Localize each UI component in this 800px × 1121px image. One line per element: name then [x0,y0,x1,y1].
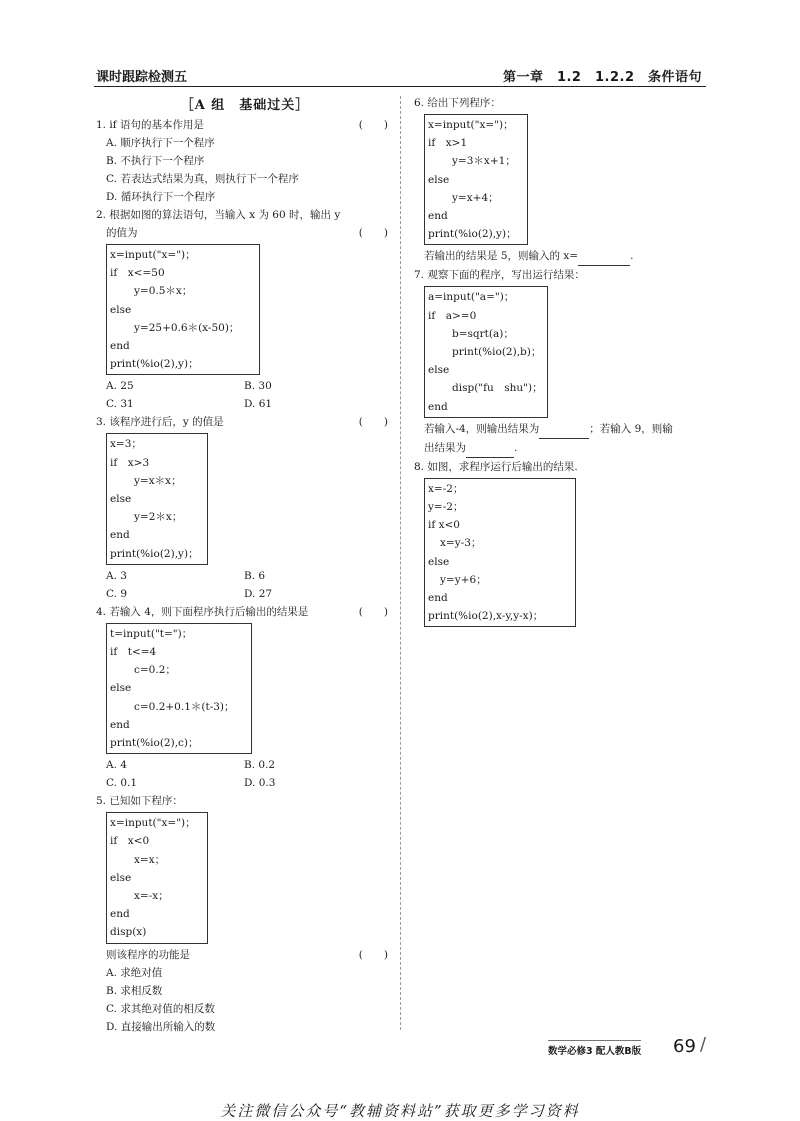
code-line: x=-x； [134,890,169,903]
q2-option-a: A. 25 [106,380,134,393]
q3-option-b: B. 6 [244,569,266,582]
question-5 [96,792,394,1035]
code-line: print(%io(2),y)； [110,358,199,371]
q4-option-b: B. 0.2 [244,759,276,772]
code-line: b=sqrt(a)； [452,327,514,340]
q3-paren: ( ) [358,416,388,429]
question-7 [414,266,708,457]
q5-code-box [106,812,208,943]
code-line: print(%io(2),c)； [110,737,199,750]
q4-code-box [106,623,252,754]
code-line: y=3＊x+1； [452,155,516,168]
code-line: y=y+6； [440,573,487,586]
q4-option-d: D. 0.3 [244,777,276,790]
code-line: c=0.2+0.1＊(t-3)； [134,700,235,713]
code-line: x=3； [110,438,142,451]
code-line: end [428,592,448,605]
q5-paren: ( ) [358,948,388,961]
q3-stem: 3. 该程序进行后，y 的值是 [96,416,224,429]
q2-stem-line2: 的值为 [106,227,138,239]
q8-code-box [424,478,576,628]
header-divider [94,86,706,87]
q4-paren: ( ) [358,605,388,618]
q2-code-box [106,244,260,375]
q6-answer-blank[interactable] [578,247,630,266]
code-line: x=y-3； [440,537,482,550]
q6-after-end: . [630,250,634,263]
code-line: disp(x) [110,926,147,939]
code-line: end [110,529,130,542]
bottom-note: 关注微信公众号“教辅资料站”获取更多学习资料 [220,1102,580,1120]
code-line: if x<0 [110,835,150,848]
header-left-title: 课时跟踪检测五 [96,70,188,85]
q7-after1b: ；若输入 9，则输 [589,422,673,435]
left-column [96,94,394,1036]
page-number: 69 [673,1036,696,1057]
q2-stem-line1: 2. 根据如图的算法语句，当输入 x 为 60 时，输出 y [96,209,341,221]
q1-option-a: A. 顺序执行下一个程序 [106,137,215,149]
q2-options [96,377,394,413]
q1-stem: 1. if 语句的基本作用是 [96,119,204,131]
q7-answer-blank-1[interactable] [539,420,589,439]
question-8 [414,458,708,630]
q5-option-d: D. 直接输出所输入的数 [106,1020,216,1033]
question-3 [96,413,394,602]
code-line: end [110,340,130,353]
code-line: x=input("x=")； [428,119,514,131]
code-line: x=input("x=")； [110,817,196,830]
code-line: end [110,908,130,921]
q1-option-c: C. 若表达式结果为真，则执行下一个程序 [106,173,299,185]
code-line: a=input("a=")； [428,291,515,304]
code-line: else [110,493,132,506]
code-line: if x<=50 [110,267,165,280]
column-divider [400,96,401,1030]
footer-book-label: 数学必修3 配人教B版 [548,1040,641,1057]
q3-code-box [106,433,208,564]
code-line: y=0.5＊x； [134,285,193,298]
code-line: print(%io(2),x-y,y-x)； [428,610,544,623]
code-line: else [110,682,132,695]
code-line: t=input("t=")； [110,627,193,640]
q7-stem: 7. 观察下面的程序，写出运行结果： [414,269,585,282]
code-line: end [428,210,448,223]
code-line: else [110,303,132,316]
question-6 [414,94,708,266]
code-line: y=2＊x； [134,511,183,524]
code-line: print(%io(2),y)； [110,547,199,560]
header-right-section: 第一章 1.2 1.2.2 条件语句 [502,70,702,85]
q7-after2: 出结果为 [424,441,466,454]
q1-paren: ( ) [358,119,388,131]
code-line: x=input("x=")； [110,249,196,261]
code-line: if x<0 [428,519,460,532]
code-line: y=25+0.6＊(x-50)； [134,321,240,334]
code-line: else [428,364,450,377]
code-line: else [428,173,450,186]
code-line: x=x； [134,853,166,866]
q7-answer-blank-2[interactable] [466,439,514,458]
code-line: y=x＊x； [134,474,182,487]
q4-options [96,756,394,792]
q3-option-a: A. 3 [106,569,127,582]
code-line: if a>=0 [428,309,477,322]
q4-option-c: C. 0.1 [106,777,138,790]
q4-stem: 4. 若输入 4，则下面程序执行后输出的结果是 [96,605,309,618]
question-2 [96,206,394,413]
code-line: y=x+4； [452,191,499,204]
q5-option-c: C. 求其绝对值的相反数 [106,1002,215,1015]
q2-option-b: B. 30 [244,380,272,393]
q7-after1: 若输入-4，则输出结果为 [424,422,540,435]
code-line: if t<=4 [110,646,157,659]
code-line: else [110,871,132,884]
q1-option-b: B. 不执行下一个程序 [106,155,205,167]
code-line: end [110,718,130,731]
code-line: c=0.2； [134,664,176,677]
question-4 [96,603,394,792]
q1-option-d: D. 循环执行下一个程序 [106,191,216,203]
q6-after-text: 若输出的结果是 5，则输入的 x= [424,250,579,263]
code-line: x=-2； [428,482,464,495]
code-line: if x>3 [110,456,150,469]
code-line: disp("fu shu")； [452,382,543,395]
right-column [414,94,708,629]
q3-options [96,567,394,603]
q3-option-d: D. 27 [244,587,273,600]
q8-stem: 8. 如图，求程序运行后输出的结果. [414,460,578,473]
code-line: end [428,400,448,413]
group-title: ［A 组 基础过关］ [180,98,310,113]
code-line: else [428,555,450,568]
q7-code-box [424,286,548,417]
code-line: print(%io(2),b)； [452,346,542,359]
q2-option-c: C. 31 [106,398,134,411]
question-1 [96,116,394,206]
q5-option-a: A. 求绝对值 [106,966,163,979]
q2-paren: ( ) [358,227,388,239]
code-line: print(%io(2),y)； [428,228,517,241]
code-line: y=-2； [428,501,464,514]
code-line: if x>1 [428,137,468,150]
q5-stem2: 则该程序的功能是 [106,948,190,961]
q6-code-box [424,114,528,245]
q3-option-c: C. 9 [106,587,128,600]
q6-stem: 6. 给出下列程序： [414,97,501,109]
q4-option-a: A. 4 [106,759,127,772]
q5-stem: 5. 已知如下程序： [96,795,183,808]
page-slash: / [700,1034,707,1055]
q7-after2-end: . [514,441,518,454]
q2-option-d: D. 61 [244,398,273,411]
q5-option-b: B. 求相反数 [106,984,163,997]
